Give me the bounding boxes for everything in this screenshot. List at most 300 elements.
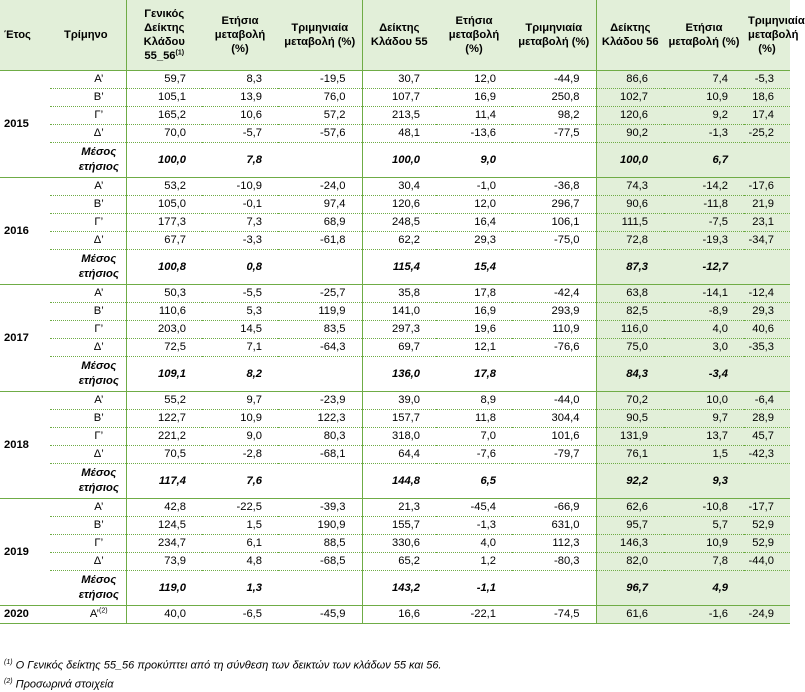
- header-annual-change: Ετήσια μεταβολή (%): [202, 0, 278, 71]
- table-cell: 17,8: [436, 285, 512, 303]
- table-cell: -36,8: [512, 178, 596, 196]
- footnote-2-text: Προσωρινά στοιχεία: [15, 678, 114, 691]
- table-cell: 95,7: [596, 517, 664, 535]
- table-cell: 50,3: [126, 285, 202, 303]
- table-cell: 177,3: [126, 214, 202, 232]
- table-row: [0, 107, 790, 125]
- table-cell: -45,4: [436, 499, 512, 517]
- table-cell: 112,3: [512, 535, 596, 553]
- table-cell: 106,1: [512, 214, 596, 232]
- table-row: [0, 392, 790, 410]
- table-cell: 16,4: [436, 214, 512, 232]
- quarter-label: Α’: [50, 392, 126, 410]
- table-cell: 16,9: [436, 303, 512, 321]
- table-cell: 4,0: [436, 535, 512, 553]
- table-cell: -35,3: [744, 339, 790, 357]
- table-cell: -57,6: [278, 125, 362, 143]
- annual-average-label: Μέσος ετήσιος: [50, 357, 126, 392]
- table-cell: 10,9: [664, 535, 744, 553]
- table-cell: 17,8: [436, 357, 512, 392]
- table-cell: -13,6: [436, 125, 512, 143]
- table-cell: 4,9: [664, 571, 744, 606]
- table-cell: 109,1: [126, 357, 202, 392]
- table-cell: 14,5: [202, 321, 278, 339]
- table-cell: 90,6: [596, 196, 664, 214]
- table-cell: 40,6: [744, 321, 790, 339]
- annual-average-row: [0, 571, 790, 606]
- table-cell: -3,4: [664, 357, 744, 392]
- table-row: [0, 410, 790, 428]
- table-cell: 9,7: [202, 392, 278, 410]
- year-label: 2019: [0, 499, 50, 606]
- table-cell: [744, 143, 790, 178]
- table-cell: -10,9: [202, 178, 278, 196]
- header-year: Έτος: [0, 0, 50, 71]
- table-cell: 110,9: [512, 321, 596, 339]
- table-cell: 7,0: [436, 428, 512, 446]
- table-cell: [512, 250, 596, 285]
- table-row: [0, 125, 790, 143]
- table-cell: 80,3: [278, 428, 362, 446]
- table-cell: 23,1: [744, 214, 790, 232]
- table-cell: 76,1: [596, 446, 664, 464]
- table-cell: -75,0: [512, 232, 596, 250]
- table-cell: 7,8: [202, 143, 278, 178]
- annual-average-label: Μέσος ετήσιος: [50, 464, 126, 499]
- table-cell: 155,7: [362, 517, 436, 535]
- table-cell: 124,5: [126, 517, 202, 535]
- table-cell: 631,0: [512, 517, 596, 535]
- header-general-index-note: (1): [175, 49, 185, 57]
- table-cell: 144,8: [362, 464, 436, 499]
- table-cell: 76,0: [278, 89, 362, 107]
- table-cell: 29,3: [436, 232, 512, 250]
- annual-average-row: [0, 357, 790, 392]
- table-cell: 53,2: [126, 178, 202, 196]
- quarter-label: Γ’: [50, 428, 126, 446]
- table-cell: 100,0: [596, 143, 664, 178]
- table-cell: [744, 357, 790, 392]
- table-cell: 16,9: [436, 89, 512, 107]
- table-cell: 330,6: [362, 535, 436, 553]
- table-cell: -64,3: [278, 339, 362, 357]
- table-cell: 119,9: [278, 303, 362, 321]
- quarter-label: Β’: [50, 303, 126, 321]
- table-cell: -12,4: [744, 285, 790, 303]
- table-cell: -1,3: [664, 125, 744, 143]
- table-cell: 234,7: [126, 535, 202, 553]
- table-cell: -80,3: [512, 553, 596, 571]
- table-cell: -5,3: [744, 71, 790, 89]
- table-cell: 120,6: [596, 107, 664, 125]
- table-cell: -1,3: [436, 517, 512, 535]
- table-row: [0, 339, 790, 357]
- annual-average-label: Μέσος ετήσιος: [50, 250, 126, 285]
- table-cell: -11,8: [664, 196, 744, 214]
- table-cell: 7,8: [664, 553, 744, 571]
- quarter-label: Β’: [50, 196, 126, 214]
- table-row: [0, 285, 790, 303]
- table-row: [0, 321, 790, 339]
- table-cell: 11,4: [436, 107, 512, 125]
- quarter-label: Δ’: [50, 553, 126, 571]
- quarter-label: [50, 606, 126, 624]
- table-cell: 100,0: [126, 143, 202, 178]
- table-row: [0, 303, 790, 321]
- table-cell: 7,6: [202, 464, 278, 499]
- table-cell: 6,5: [436, 464, 512, 499]
- table-cell: 90,5: [596, 410, 664, 428]
- table-cell: 67,7: [126, 232, 202, 250]
- table-cell: 297,3: [362, 321, 436, 339]
- table-cell: 143,2: [362, 571, 436, 606]
- table-cell: -25,2: [744, 125, 790, 143]
- header-annual-change-55: Ετήσια μεταβολή (%): [436, 0, 512, 71]
- table-cell: [278, 357, 362, 392]
- header-index-56: Δείκτης Κλάδου 56: [596, 0, 664, 71]
- table-cell: 4,8: [202, 553, 278, 571]
- table-cell: -25,7: [278, 285, 362, 303]
- table-cell: -2,8: [202, 446, 278, 464]
- table-cell: 55,2: [126, 392, 202, 410]
- table-cell: 64,4: [362, 446, 436, 464]
- table-cell: 9,7: [664, 410, 744, 428]
- table-cell: -1,0: [436, 178, 512, 196]
- table-cell: 9,0: [202, 428, 278, 446]
- table-cell: 7,4: [664, 71, 744, 89]
- table-cell: [278, 571, 362, 606]
- footnote-2: [4, 674, 442, 692]
- table-cell: 73,9: [126, 553, 202, 571]
- table-cell: 11,8: [436, 410, 512, 428]
- quarter-label: Γ’: [50, 214, 126, 232]
- table-cell: 48,1: [362, 125, 436, 143]
- table-row: [0, 499, 790, 517]
- table-cell: -14,2: [664, 178, 744, 196]
- header-quarterly-change-56: Τριμηνιαία μεταβολή (%): [744, 0, 790, 71]
- table-cell: -24,9: [744, 606, 790, 624]
- table-cell: -5,7: [202, 125, 278, 143]
- table-cell: -24,0: [278, 178, 362, 196]
- table-cell: 65,2: [362, 553, 436, 571]
- table-cell: 9,2: [664, 107, 744, 125]
- table-cell: 5,7: [664, 517, 744, 535]
- table-cell: 28,9: [744, 410, 790, 428]
- annual-average-row: [0, 464, 790, 499]
- table-cell: 42,8: [126, 499, 202, 517]
- table-cell: 318,0: [362, 428, 436, 446]
- table-cell: -5,5: [202, 285, 278, 303]
- quarter-label-text: Α’: [89, 608, 100, 620]
- header-index-55: Δείκτης Κλάδου 55: [362, 0, 436, 71]
- table-cell: 12,0: [436, 196, 512, 214]
- table-cell: 59,7: [126, 71, 202, 89]
- annual-average-label: Μέσος ετήσιος: [50, 571, 126, 606]
- table-cell: -42,4: [512, 285, 596, 303]
- table-cell: 250,8: [512, 89, 596, 107]
- table-cell: 69,7: [362, 339, 436, 357]
- table-cell: [512, 571, 596, 606]
- table-cell: 8,9: [436, 392, 512, 410]
- table-cell: -17,7: [744, 499, 790, 517]
- table-cell: 84,3: [596, 357, 664, 392]
- table-row: [0, 178, 790, 196]
- table-cell: 119,0: [126, 571, 202, 606]
- table-cell: -3,3: [202, 232, 278, 250]
- table-cell: 111,5: [596, 214, 664, 232]
- table-cell: -44,9: [512, 71, 596, 89]
- table-cell: -23,9: [278, 392, 362, 410]
- quarter-label: Α’: [50, 285, 126, 303]
- table-cell: 115,4: [362, 250, 436, 285]
- table-cell: 107,7: [362, 89, 436, 107]
- footnotes: [4, 655, 442, 692]
- table-cell: 8,3: [202, 71, 278, 89]
- quarter-label: Γ’: [50, 321, 126, 339]
- table-cell: 70,5: [126, 446, 202, 464]
- quarter-label: Γ’: [50, 107, 126, 125]
- table-cell: 62,2: [362, 232, 436, 250]
- table-cell: 7,1: [202, 339, 278, 357]
- table-cell: -6,5: [202, 606, 278, 624]
- table-cell: 100,0: [362, 143, 436, 178]
- table-cell: 3,0: [664, 339, 744, 357]
- annual-average-row: [0, 143, 790, 178]
- table-cell: [278, 464, 362, 499]
- header-quarterly-change: Τριμηνιαία μεταβολή (%): [278, 0, 362, 71]
- table-cell: 1,5: [664, 446, 744, 464]
- table-row: [0, 89, 790, 107]
- table-cell: [744, 571, 790, 606]
- table-cell: 105,0: [126, 196, 202, 214]
- table-cell: 6,1: [202, 535, 278, 553]
- table-cell: 57,2: [278, 107, 362, 125]
- table-row: [0, 446, 790, 464]
- table-cell: 10,9: [664, 89, 744, 107]
- quarter-label: Α’: [50, 178, 126, 196]
- table-cell: 10,0: [664, 392, 744, 410]
- table-cell: 98,2: [512, 107, 596, 125]
- table-cell: -44,0: [744, 553, 790, 571]
- quarter-label: Β’: [50, 89, 126, 107]
- quarter-note: (2): [99, 607, 108, 615]
- table-cell: 83,5: [278, 321, 362, 339]
- table-cell: 296,7: [512, 196, 596, 214]
- table-cell: 70,0: [126, 125, 202, 143]
- table-cell: [278, 250, 362, 285]
- table-cell: 68,9: [278, 214, 362, 232]
- year-label: 2016: [0, 178, 50, 285]
- table-cell: 21,9: [744, 196, 790, 214]
- table-cell: [744, 464, 790, 499]
- table-row: [0, 553, 790, 571]
- header-row: [0, 0, 790, 71]
- header-general-index: [126, 0, 202, 71]
- table-row: [0, 428, 790, 446]
- table-cell: 61,6: [596, 606, 664, 624]
- table-cell: 136,0: [362, 357, 436, 392]
- table-cell: -77,5: [512, 125, 596, 143]
- table-cell: -66,9: [512, 499, 596, 517]
- table-cell: 30,4: [362, 178, 436, 196]
- footnote-1: [4, 655, 442, 674]
- table-cell: 102,7: [596, 89, 664, 107]
- quarter-label: Γ’: [50, 535, 126, 553]
- table-cell: 190,9: [278, 517, 362, 535]
- quarter-label: Α’: [50, 71, 126, 89]
- table-row: [0, 232, 790, 250]
- table-cell: 165,2: [126, 107, 202, 125]
- table-cell: 62,6: [596, 499, 664, 517]
- footnote-2-mark: (2): [4, 677, 13, 685]
- table-cell: 97,4: [278, 196, 362, 214]
- table-cell: 17,4: [744, 107, 790, 125]
- table-cell: 120,6: [362, 196, 436, 214]
- table-cell: 63,8: [596, 285, 664, 303]
- table-cell: 213,5: [362, 107, 436, 125]
- table-cell: -79,7: [512, 446, 596, 464]
- table-cell: -34,7: [744, 232, 790, 250]
- table-cell: 21,3: [362, 499, 436, 517]
- table-cell: 40,0: [126, 606, 202, 624]
- year-label: 2015: [0, 71, 50, 178]
- table-cell: 72,8: [596, 232, 664, 250]
- table-cell: -22,1: [436, 606, 512, 624]
- header-quarter: Τρίμηνο: [50, 0, 126, 71]
- table-row: [0, 606, 790, 624]
- table-cell: 110,6: [126, 303, 202, 321]
- table-row: [0, 517, 790, 535]
- table-cell: 5,3: [202, 303, 278, 321]
- year-label: 2017: [0, 285, 50, 392]
- table-cell: [744, 250, 790, 285]
- footnote-1-mark: (1): [4, 659, 13, 666]
- table-cell: -1,1: [436, 571, 512, 606]
- table-cell: [512, 143, 596, 178]
- table-cell: 4,0: [664, 321, 744, 339]
- table-cell: -76,6: [512, 339, 596, 357]
- table-cell: 74,3: [596, 178, 664, 196]
- table-cell: -39,3: [278, 499, 362, 517]
- table-cell: -68,1: [278, 446, 362, 464]
- table-cell: 101,6: [512, 428, 596, 446]
- table-cell: 293,9: [512, 303, 596, 321]
- table-cell: -42,3: [744, 446, 790, 464]
- table-cell: -68,5: [278, 553, 362, 571]
- table-row: [0, 196, 790, 214]
- table-cell: 0,8: [202, 250, 278, 285]
- table-cell: -7,5: [664, 214, 744, 232]
- footnote-1-text: Ο Γενικός δείκτης 55_56 προκύπτει από τη σύνθεση των δεικτών των κλάδων 55 και 56.: [15, 659, 442, 672]
- table-cell: -19,3: [664, 232, 744, 250]
- quarter-label: Δ’: [50, 339, 126, 357]
- table-cell: 157,7: [362, 410, 436, 428]
- table-cell: 19,6: [436, 321, 512, 339]
- table-cell: 105,1: [126, 89, 202, 107]
- table-cell: [512, 464, 596, 499]
- quarter-label: Δ’: [50, 446, 126, 464]
- header-general-index-label: Γενικός Δείκτης Κλάδου 55_56: [143, 8, 185, 62]
- table-cell: -14,1: [664, 285, 744, 303]
- table-cell: 18,6: [744, 89, 790, 107]
- table-cell: 6,7: [664, 143, 744, 178]
- table-cell: -45,9: [278, 606, 362, 624]
- table-cell: 10,6: [202, 107, 278, 125]
- table-cell: 100,8: [126, 250, 202, 285]
- table-cell: 131,9: [596, 428, 664, 446]
- table-cell: [512, 357, 596, 392]
- table-cell: 117,4: [126, 464, 202, 499]
- table-cell: 12,0: [436, 71, 512, 89]
- table-cell: 1,3: [202, 571, 278, 606]
- table-cell: 122,7: [126, 410, 202, 428]
- table-cell: 75,0: [596, 339, 664, 357]
- table-cell: 116,0: [596, 321, 664, 339]
- quarter-label: Δ’: [50, 232, 126, 250]
- table-cell: -22,5: [202, 499, 278, 517]
- table-cell: -17,6: [744, 178, 790, 196]
- table-cell: -0,1: [202, 196, 278, 214]
- annual-average-row: [0, 250, 790, 285]
- table-cell: 203,0: [126, 321, 202, 339]
- header-quarterly-change-55: Τριμηνιαία μεταβολή (%): [512, 0, 596, 71]
- table-cell: -1,6: [664, 606, 744, 624]
- table-cell: 39,0: [362, 392, 436, 410]
- table-cell: 9,3: [664, 464, 744, 499]
- table-cell: 86,6: [596, 71, 664, 89]
- quarter-label: Β’: [50, 410, 126, 428]
- table-row: [0, 214, 790, 232]
- table-row: [0, 535, 790, 553]
- table-cell: 92,2: [596, 464, 664, 499]
- table-cell: 88,5: [278, 535, 362, 553]
- table-cell: 7,3: [202, 214, 278, 232]
- table-cell: 146,3: [596, 535, 664, 553]
- table-cell: 72,5: [126, 339, 202, 357]
- table-cell: 52,9: [744, 535, 790, 553]
- table-cell: 30,7: [362, 71, 436, 89]
- annual-average-label: Μέσος ετήσιος: [50, 143, 126, 178]
- year-label: 2020: [0, 606, 50, 624]
- table-cell: -12,7: [664, 250, 744, 285]
- table-cell: 10,9: [202, 410, 278, 428]
- table-cell: -8,9: [664, 303, 744, 321]
- table-row: [0, 71, 790, 89]
- table-cell: 248,5: [362, 214, 436, 232]
- table-cell: 82,5: [596, 303, 664, 321]
- table-cell: -74,5: [512, 606, 596, 624]
- table-cell: 13,9: [202, 89, 278, 107]
- table-cell: -61,8: [278, 232, 362, 250]
- table-cell: 1,2: [436, 553, 512, 571]
- table-cell: 35,8: [362, 285, 436, 303]
- table-cell: 82,0: [596, 553, 664, 571]
- table-cell: 221,2: [126, 428, 202, 446]
- table-cell: 8,2: [202, 357, 278, 392]
- year-label: 2018: [0, 392, 50, 499]
- table-cell: 15,4: [436, 250, 512, 285]
- table-cell: 45,7: [744, 428, 790, 446]
- table-cell: 90,2: [596, 125, 664, 143]
- quarter-label: Β’: [50, 517, 126, 535]
- table-body: [0, 71, 790, 624]
- table-cell: -19,5: [278, 71, 362, 89]
- table-cell: 13,7: [664, 428, 744, 446]
- table-cell: 70,2: [596, 392, 664, 410]
- table-cell: 304,4: [512, 410, 596, 428]
- quarter-label: Δ’: [50, 125, 126, 143]
- table-cell: [278, 143, 362, 178]
